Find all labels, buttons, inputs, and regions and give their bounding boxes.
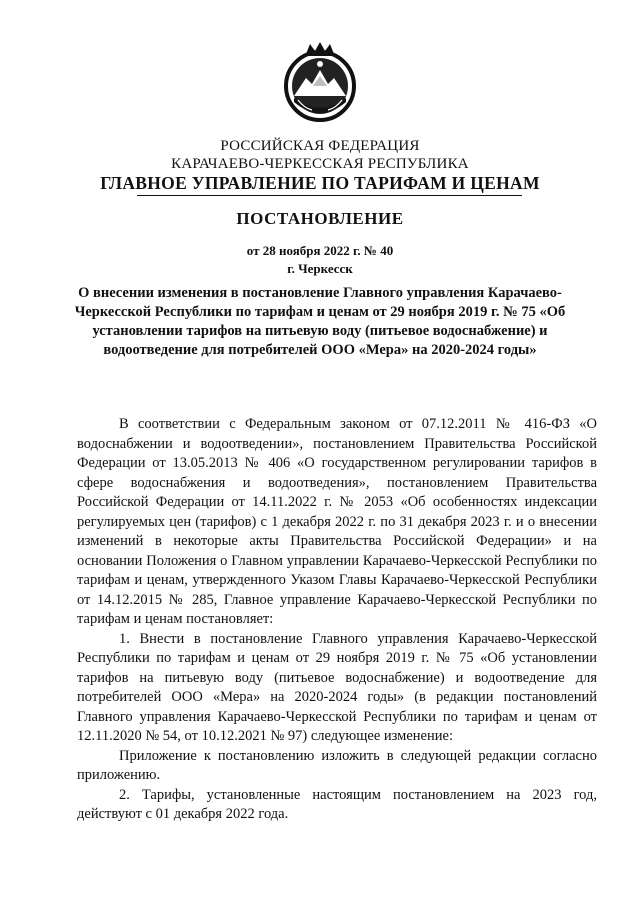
- document-title: О внесении изменения в постановление Главного управления Карачаево-Черкесской Республики по тарифам и ценам от 29 ноября 2019 г. № 75 «Об установлении тарифов на питьевую воду (питьевое водоснабжение) и водоотведение для потребителей ООО «Мера» на 2020-2024 годы»: [74, 285, 566, 358]
- paragraph-item-2: 2. Тарифы, установленные настоящим постановлением на 2023 год, действуют с 01 декабря 2022 года.: [77, 786, 597, 822]
- document-city: г. Черкесск: [287, 261, 353, 276]
- header-divider: [137, 195, 522, 196]
- header-republic: КАРАЧАЕВО-ЧЕРКЕССКАЯ РЕСПУБЛИКА: [171, 156, 469, 172]
- document-date-number: от 28 ноября 2022 г. № 40: [246, 243, 394, 258]
- coat-of-arms-emblem: [284, 40, 356, 128]
- paragraph-appendix: Приложение к постановлению изложить в следующей редакции согласно приложению.: [77, 747, 597, 783]
- paragraph-item-1: 1. Внести в постановление Главного управления Карачаево-Черкесской Республики по тарифам и ценам от 29 ноября 2019 г. № 75 «Об установлении тарифов на питьевую воду (питьевое водоснабжение) и водоотведение для потребителей ООО «Мера» на 2020-2024 годы» (в редакции постановлений Главного управления Карачаево-Черкесской Республики по тарифам и ценам от 12.11.2020 № 54, от 10.12.2021 № 97) следующее изменение:: [77, 630, 597, 744]
- paragraph-preamble: В соответствии с Федеральным законом от 07.12.2011 № 416-ФЗ «О водоснабжении и водоотведении», постановлением Правительства Российской Федерации от 13.05.2013 № 406 «О государственном регулировании тарифов в сфере водоснабжения и водоотведения», постановлением Правительства Российской Федерации от 14.11.2022 г. № 2053 «Об особенностях индексации регулируемых цен (тарифов) с 1 декабря 2022 г. по 31 декабря 2023 г. и о внесении изменений в некоторые акты Правительства Российской Федерации» и на основании Положения о Главном управлении Карачаево-Черкесской Республики по тарифам и ценам, утвержденного Указом Главы Карачаево-Черкесской Республики от 14.12.2015 № 285, Главное управление Карачаево-Черкесской Республики по тарифам и ценам постановляет:: [77, 416, 597, 627]
- document-body: [77, 415, 597, 825]
- header-country: РОССИЙСКАЯ ФЕДЕРАЦИЯ: [220, 138, 420, 154]
- document-type: ПОСТАНОВЛЕНИЕ: [236, 209, 404, 228]
- header-authority: ГЛАВНОЕ УПРАВЛЕНИЕ ПО ТАРИФАМ И ЦЕНАМ: [100, 173, 540, 193]
